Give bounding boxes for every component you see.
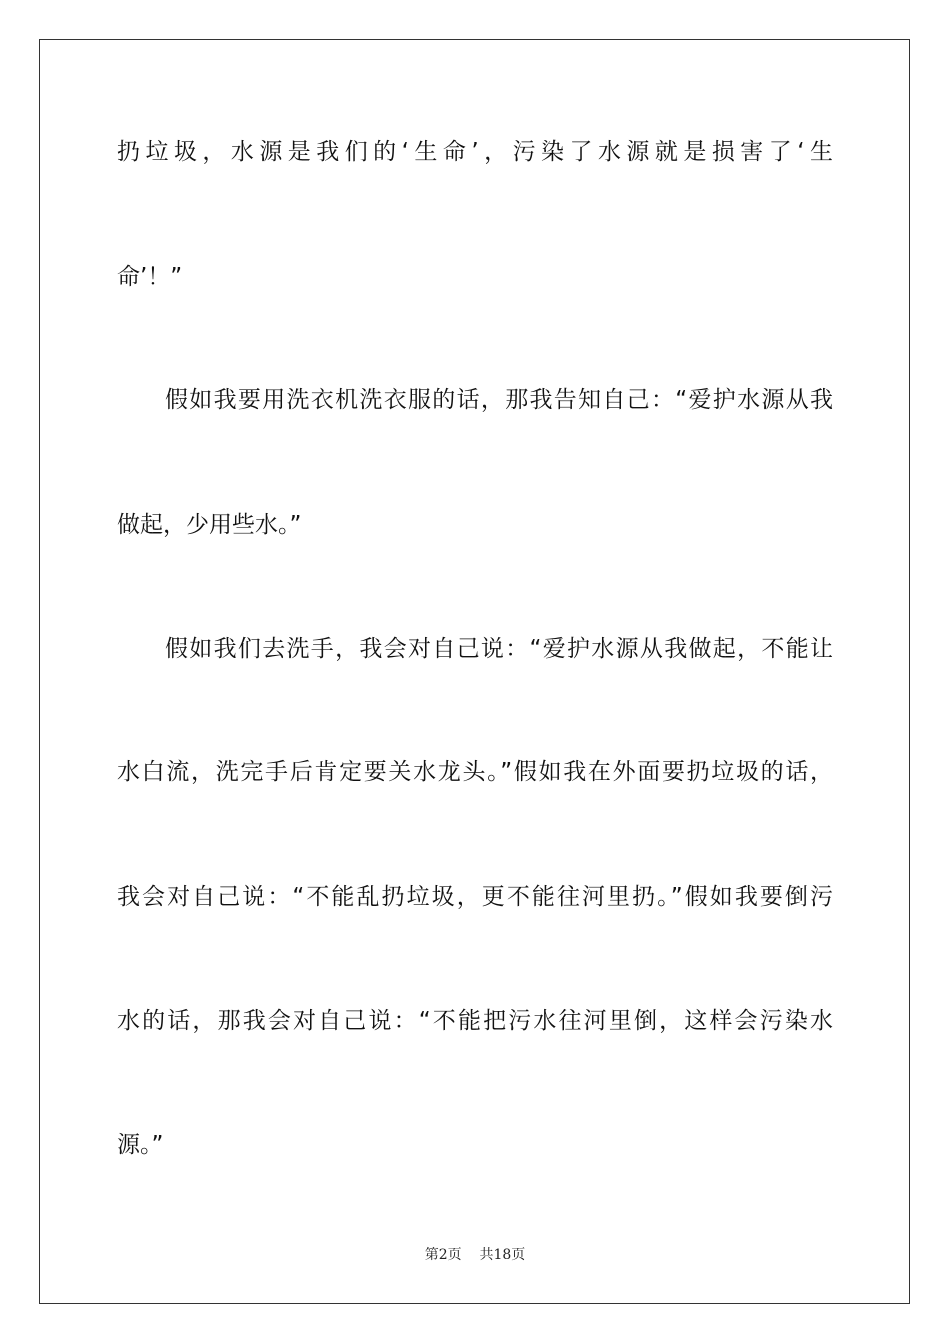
text-line-4: 做起，少用些水。” (117, 512, 302, 538)
page-border (39, 39, 910, 1304)
text-line-7: 我会对自己说：“不能乱扔垃圾，更不能往河里扔。”假如我要倒污 (117, 884, 833, 910)
page-total: 共18页 (479, 1247, 526, 1263)
text-line-8: 水的话，那我会对自己说：“不能把污水往河里倒，这样会污染水 (117, 1008, 833, 1034)
text-line-9: 源。” (117, 1132, 164, 1158)
text-line-3: 假如我要用洗衣机洗衣服的话，那我告知自己：“爱护水源从我 (165, 387, 833, 413)
text-line-6: 水白流，洗完手后肯定要关水龙头。”假如我在外面要扔垃圾的话， (117, 759, 833, 785)
page-number: 第2页 (424, 1247, 462, 1263)
text-line-2: 命’！” (117, 264, 183, 290)
text-line-1: 扔垃圾，水源是我们的‘生命’，污染了水源就是损害了‘生 (117, 139, 833, 165)
text-line-5: 假如我们去洗手，我会对自己说：“爱护水源从我做起，不能让 (165, 636, 833, 662)
page-footer (0, 1244, 950, 1264)
